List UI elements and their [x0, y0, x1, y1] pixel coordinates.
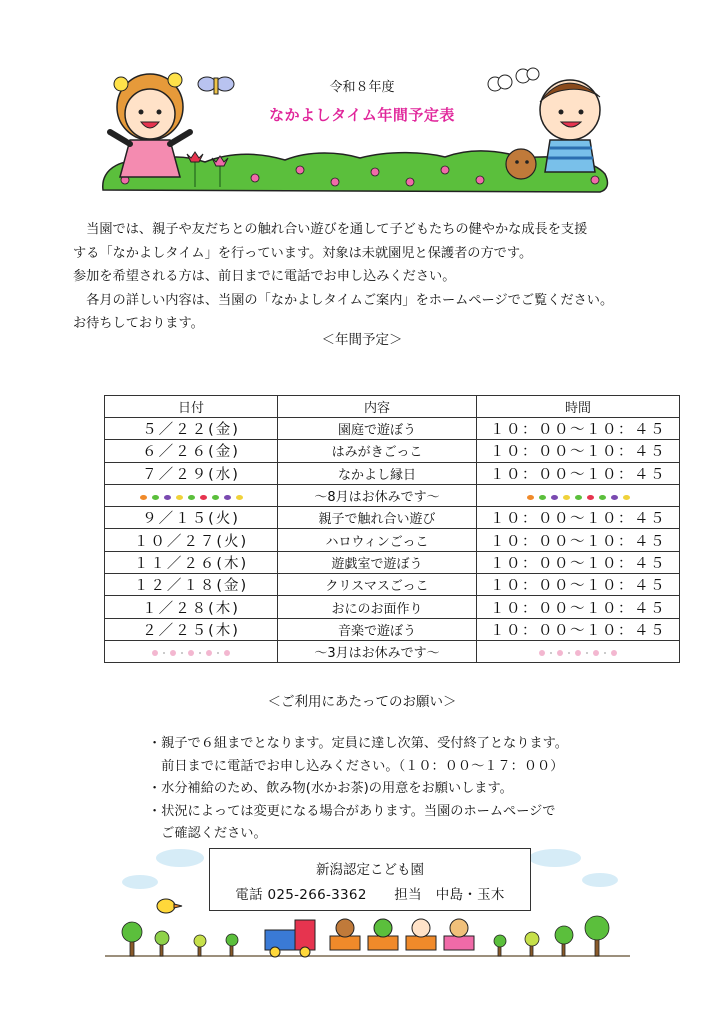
schedule-date-cell: １０／２７(火) [105, 529, 278, 551]
fiscal-year-label: 令和８年度 [329, 80, 395, 95]
schedule-content-cell: 親子で触れ合い遊び [278, 507, 477, 529]
schedule-time-cell: １０：００～１０：４５ [477, 462, 680, 484]
notes-heading: ＜ご利用にあたってのお願い＞ [267, 694, 457, 710]
note-line: ・親子で６組までとなります。定員に達し次第、受付終了となります。 [148, 736, 568, 751]
note-line: ご確認ください。 [148, 826, 267, 841]
schedule-content-cell: ハロウィンごっこ [278, 529, 477, 551]
table-row [105, 618, 680, 640]
table-row [105, 640, 680, 662]
table-row [105, 440, 680, 462]
table-header-row [105, 396, 680, 418]
schedule-content-cell: 園庭で遊ぼう [278, 418, 477, 440]
page-title: なかよしタイム年間予定表 [269, 106, 455, 124]
schedule-time-cell: １０：００～１０：４５ [477, 618, 680, 640]
schedule-date-cell: ７／２９(水) [105, 462, 278, 484]
intro-line: する「なかよしタイム」を行っています。対象は未就園児と保護者の方です。 [73, 245, 533, 261]
column-header-content: 内容 [278, 396, 477, 418]
table-row [105, 507, 680, 529]
table-row [105, 574, 680, 596]
intro-text [73, 218, 673, 336]
flower-border-decoration [539, 650, 617, 656]
schedule-date-cell: ６／２６(金) [105, 440, 278, 462]
schedule-time-cell [477, 640, 680, 662]
schedule-content-cell: なかよし縁日 [278, 462, 477, 484]
schedule-date-cell: １１／２６(木) [105, 551, 278, 573]
bird-icon [157, 899, 182, 913]
schedule-body [105, 418, 680, 663]
vegetable-border-decoration [527, 495, 630, 500]
column-header-date: 日付 [105, 396, 278, 418]
table-row [105, 462, 680, 484]
table-row [105, 484, 680, 506]
intro-line: 当園では、親子や友だちとの触れ合い遊びを通して子どもたちの健やかな成長を支援 [73, 222, 588, 237]
schedule-time-cell: １０：００～１０：４５ [477, 596, 680, 618]
schedule-date-cell: １２／１８(金) [105, 574, 278, 596]
schedule-date-cell: ９／１５(火) [105, 507, 278, 529]
schedule-time-cell: １０：００～１０：４５ [477, 507, 680, 529]
table-row [105, 596, 680, 618]
table-row [105, 551, 680, 573]
schedule-table [104, 395, 680, 663]
note-line: ・水分補給のため、飲み物(水かお茶)の用意をお願いします。 [148, 781, 513, 796]
schedule-content-cell: クリスマスごっこ [278, 574, 477, 596]
contact-phone-line: 電話 025-266-3362 担当 中島・玉木 [235, 887, 505, 903]
schedule-time-cell: １０：００～１０：４５ [477, 574, 680, 596]
table-row [105, 418, 680, 440]
schedule-content-cell: ～3月はお休みです～ [278, 640, 477, 662]
notes-list [148, 733, 668, 846]
schedule-time-cell [477, 484, 680, 506]
schedule-content-cell: 音楽で遊ぼう [278, 618, 477, 640]
schedule-time-cell: １０：００～１０：４５ [477, 551, 680, 573]
intro-line: お待ちしております。 [73, 316, 204, 331]
schedule-content-cell: 遊戯室で遊ぼう [278, 551, 477, 573]
organization-name: 新潟認定こども園 [316, 862, 424, 878]
note-line: 前日までに電話でお申し込みください。（１０：００～１７：００） [148, 758, 564, 774]
intro-line: 参加を希望される方は、前日までに電話でお申し込みください。 [73, 269, 456, 284]
column-header-time: 時間 [477, 396, 680, 418]
schedule-content-cell: ～8月はお休みです～ [278, 484, 477, 506]
schedule-time-cell: １０：００～１０：４５ [477, 440, 680, 462]
table-row [105, 529, 680, 551]
schedule-time-cell: １０：００～１０：４５ [477, 418, 680, 440]
flower-border-decoration [152, 650, 230, 656]
schedule-time-cell: １０：００～１０：４５ [477, 529, 680, 551]
note-line: ・状況によっては変更になる場合があります。当園のホームページで [148, 803, 556, 819]
schedule-date-cell: １／２８(木) [105, 596, 278, 618]
train-illustration [265, 919, 474, 957]
puppy-character [506, 149, 536, 179]
intro-line: 各月の詳しい内容は、当園の「なかよしタイムご案内」をホームページでご覧ください。 [73, 292, 614, 308]
schedule-date-cell: ２／２５(木) [105, 618, 278, 640]
schedule-heading: ＜年間予定＞ [321, 332, 403, 348]
schedule-content-cell: はみがきごっこ [278, 440, 477, 462]
schedule-date-cell: ５／２２(金) [105, 418, 278, 440]
schedule-content-cell: おにのお面作り [278, 596, 477, 618]
schedule-date-cell [105, 640, 278, 662]
vegetable-border-decoration [140, 495, 243, 500]
schedule-date-cell [105, 484, 278, 506]
contact-box [209, 848, 531, 911]
